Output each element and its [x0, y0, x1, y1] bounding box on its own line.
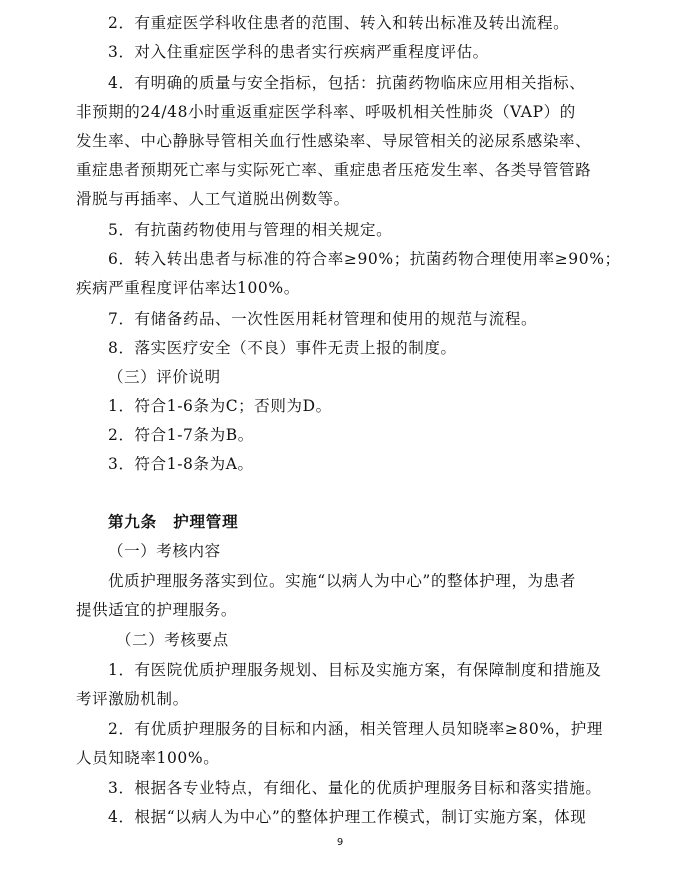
text-line: 发生率、中心静脉导管相关血行性感染率、导尿管相关的泌尿系感染率、 — [76, 132, 592, 150]
text-line: 优质护理服务落实到位。实施“以病人为中心”的整体护理，为患者 — [108, 572, 576, 590]
text-line: 6．转入转出患者与标准的符合率≥90%；抗菌药物合理使用率≥90%； — [108, 250, 621, 268]
text-line: 2．有重症医学科收住患者的范围、转入和转出标准及转出流程。 — [108, 14, 570, 32]
text-line: 2．有优质护理服务的目标和内涵，相关管理人员知晓率≥80%，护理 — [108, 720, 604, 738]
text-line: 4．有明确的质量与安全指标，包括：抗菌药物临床应用相关指标、 — [108, 74, 586, 92]
page-number: 9 — [336, 837, 344, 848]
text-line: 非预期的24/48小时重返重症医学科率、呼吸机相关性肺炎（VAP）的 — [76, 103, 576, 121]
text-line: 3．对入住重症医学科的患者实行疾病严重程度评估。 — [108, 43, 489, 61]
text-line: 滑脱与再插率、人工气道脱出例数等。 — [76, 190, 350, 208]
text-line: 7．有储备药品、一次性医用耗材管理和使用的规范与流程。 — [108, 310, 538, 328]
text-line: 3．根据各专业特点，有细化、量化的优质护理服务目标和落实措施。 — [108, 779, 602, 797]
article-heading: 第九条 护理管理 — [108, 513, 239, 531]
section-subheading: （三）评价说明 — [108, 368, 221, 386]
text-line: 疾病严重程度评估率达100%。 — [76, 279, 300, 297]
text-line: 3．符合1-8条为A。 — [108, 455, 254, 473]
text-line: 8．落实医疗安全（不良）事件无责上报的制度。 — [108, 339, 457, 357]
section-subheading: （一）考核内容 — [108, 542, 221, 560]
text-line: 1．有医院优质护理服务规划、目标及实施方案，有保障制度和措施及 — [108, 661, 602, 679]
text-line: 考评激励机制。 — [76, 690, 189, 708]
text-line: 4．根据“以病人为中心”的整体护理工作模式，制订实施方案，体现 — [108, 808, 587, 826]
text-line: 1．符合1-6条为C；否则为D。 — [108, 397, 332, 415]
text-line: 2．符合1-7条为B。 — [108, 426, 254, 444]
text-line: 重症患者预期死亡率与实际死亡率、重症患者压疮发生率、各类导管管路 — [76, 161, 592, 179]
text-line: 5．有抗菌药物使用与管理的相关规定。 — [108, 221, 393, 239]
text-line: 人员知晓率100%。 — [76, 749, 220, 767]
section-subheading: （二）考核要点 — [116, 631, 229, 649]
text-line: 提供适宜的护理服务。 — [76, 601, 238, 619]
